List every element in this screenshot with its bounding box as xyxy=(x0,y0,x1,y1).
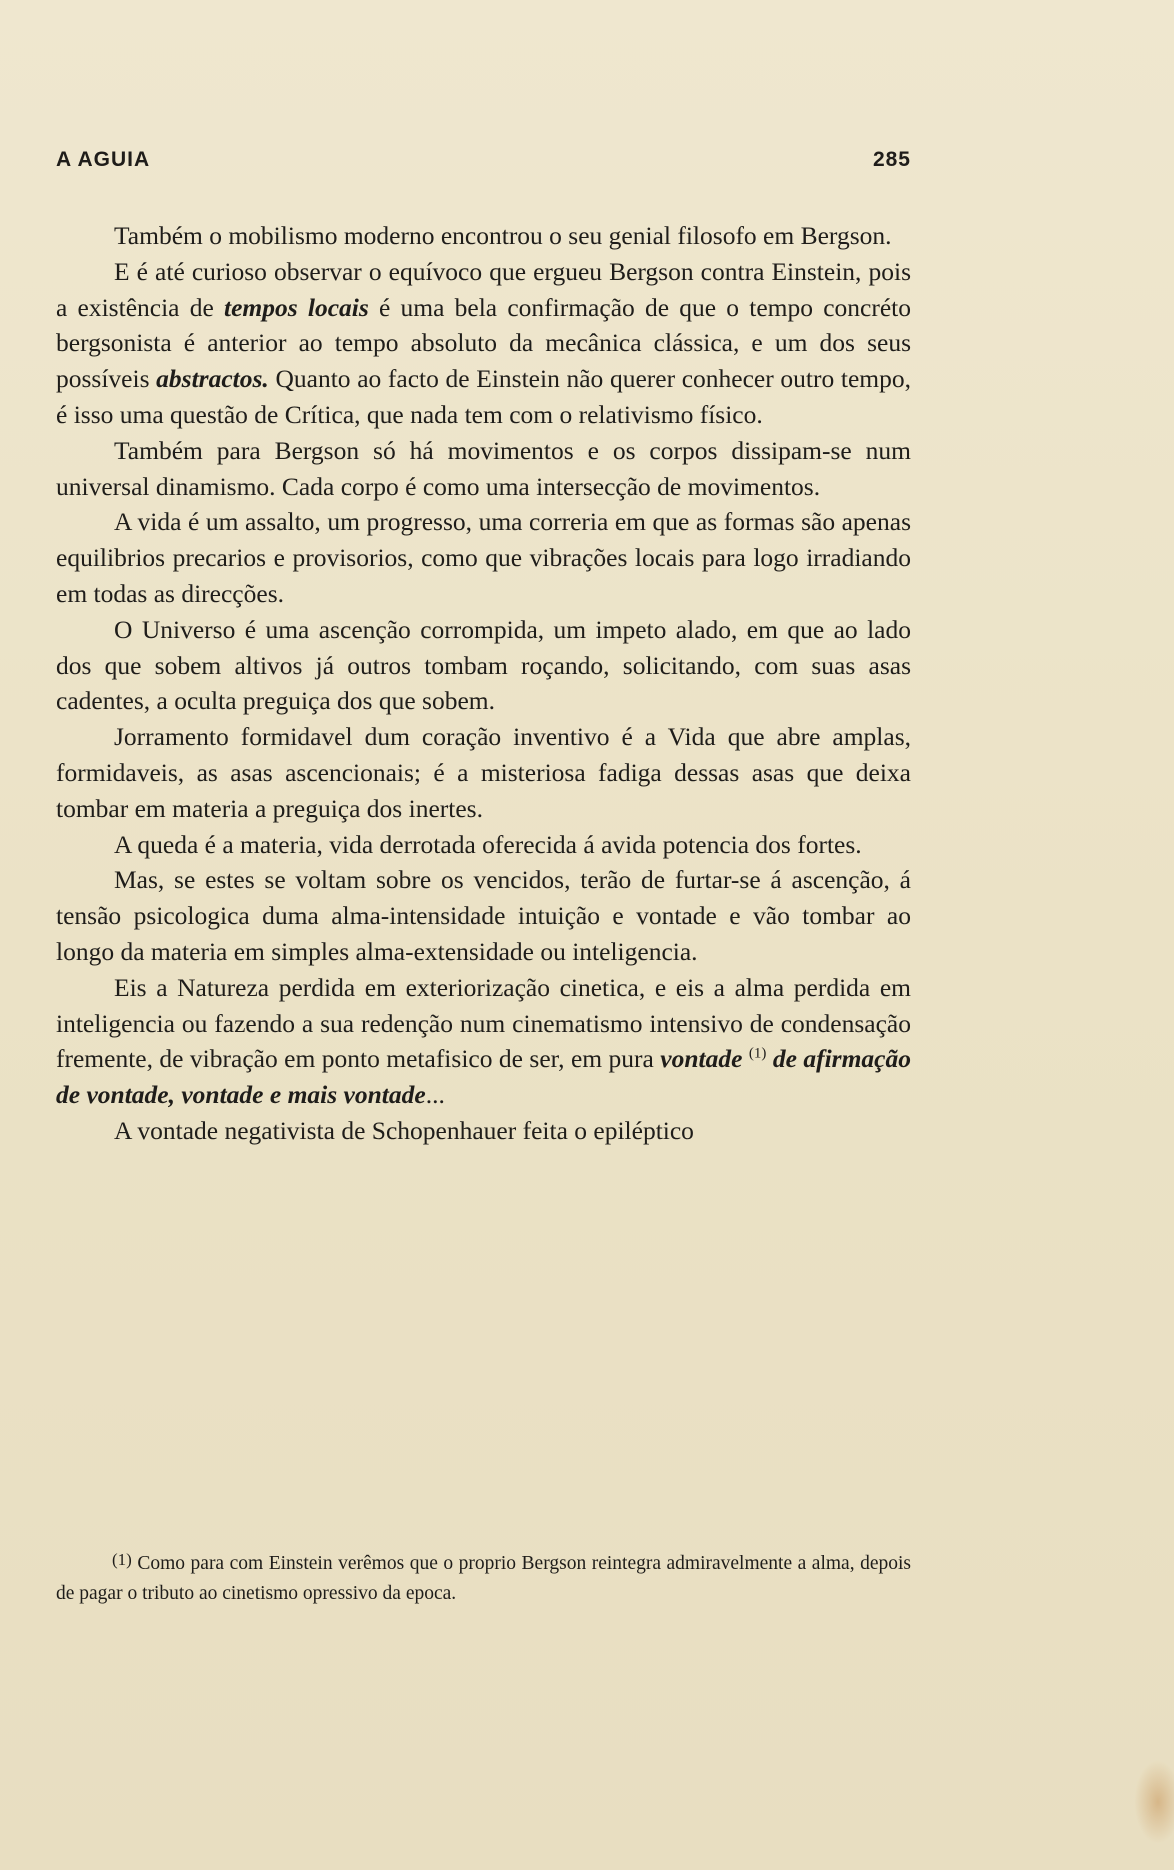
page-header xyxy=(56,148,911,184)
footnote xyxy=(56,1545,911,1609)
paragraph-6-text: Jorramento formidavel dum coração inventivo é a Vida que abre amplas, formidaveis, as asas ascencionais; é a misteriosa fadiga dessas asas que deixa tombar em materia a preguiça dos inertes. xyxy=(56,722,911,823)
paragraph-2-text: E é até curioso observar o equívoco que ergueu Bergson contra Einstein, pois a existência de xyxy=(56,256,911,322)
ellipsis: ... xyxy=(425,1080,445,1110)
paper-stain xyxy=(1134,1760,1174,1844)
paragraph-3 xyxy=(56,433,911,505)
paragraph-4-text: A vida é um assalto, um progresso, uma correria em que as formas são apenas equilibrios precarios e provisorios, como que vibrações locais para logo irradiando em todas as direcções. xyxy=(56,507,911,608)
body-text xyxy=(56,218,911,1149)
paragraph-2-middle: é uma bela confirmação de que o tempo concréto bergsonista é anterior ao tempo absoluto da mecânica clássica, e um dos seus possíveis xyxy=(56,292,911,394)
paragraph-9 xyxy=(56,970,911,1113)
paragraph-1 xyxy=(56,218,911,254)
paragraph-8-text: Mas, se estes se voltam sobre os vencidos, terão de furtar-se á ascenção, á tensão psicologica duma alma-intensidade intuição e vontade e vão tombar ao longo da materia em simples alma-extensidade ou inteligencia. xyxy=(56,865,911,966)
footnote-marker: (1) xyxy=(112,1550,132,1569)
running-title: A AGUIA xyxy=(56,148,151,171)
paragraph-7-text: A queda é a materia, vida derrotada oferecida á avida potencia dos fortes. xyxy=(114,829,862,859)
paragraph-6 xyxy=(56,719,911,826)
paragraph-2 xyxy=(56,254,911,433)
footnote-reference[interactable]: (1) xyxy=(748,1045,767,1062)
paragraph-4 xyxy=(56,504,911,611)
paragraph-5 xyxy=(56,612,911,719)
paragraph-5-text: O Universo é uma ascenção corrompida, um impeto alado, em que ao lado dos que sobem altivos já outros tombam roçando, solicitando, com suas asas cadentes, a oculta preguiça dos que sobem. xyxy=(56,614,911,716)
emphasis-vontade: vontade xyxy=(660,1044,743,1074)
page-number: 285 xyxy=(872,148,911,171)
paragraph-1-text: Também o mobilismo moderno encontrou o seu genial filosofo em Bergson. xyxy=(114,221,892,250)
emphasis-tempos-locais: tempos locais xyxy=(223,292,369,322)
paragraph-2-tail: Quanto ao facto de Einstein não querer conhecer outro tempo, é isso uma questão de Crítica, que nada tem com o relativismo físico. xyxy=(56,364,911,429)
paragraph-10-text: A vontade negativista de Schopenhauer feita o epiléptico xyxy=(114,1115,694,1145)
footnote-text: Como para com Einstein verêmos que o proprio Bergson reintegra admiravelmente a alma, depois de pagar o tributo ao cinetismo opressivo da epoca. xyxy=(56,1553,911,1604)
paragraph-3-text: Também para Bergson só há movimentos e os corpos dissipam-se num universal dinamismo. Cada corpo é como uma intersecção de movimentos. xyxy=(56,435,911,501)
emphasis-abstractos: abstractos. xyxy=(156,364,269,394)
paragraph-7 xyxy=(56,827,911,863)
emphasis-afirmacao: de afirmação de vontade, vontade e mais vontade xyxy=(56,1044,912,1110)
paragraph-10 xyxy=(56,1113,911,1149)
paragraph-8 xyxy=(56,862,911,969)
paragraph-9-text: Eis a Natureza perdida em exteriorização cinetica, e eis a alma perdida em inteligencia ou fazendo a sua redenção num cinematismo intensivo de condensação fremente, de vibração em ponto metafisico de ser, em pura xyxy=(56,972,911,1074)
footnote-reference-number: 1 xyxy=(753,1045,762,1062)
